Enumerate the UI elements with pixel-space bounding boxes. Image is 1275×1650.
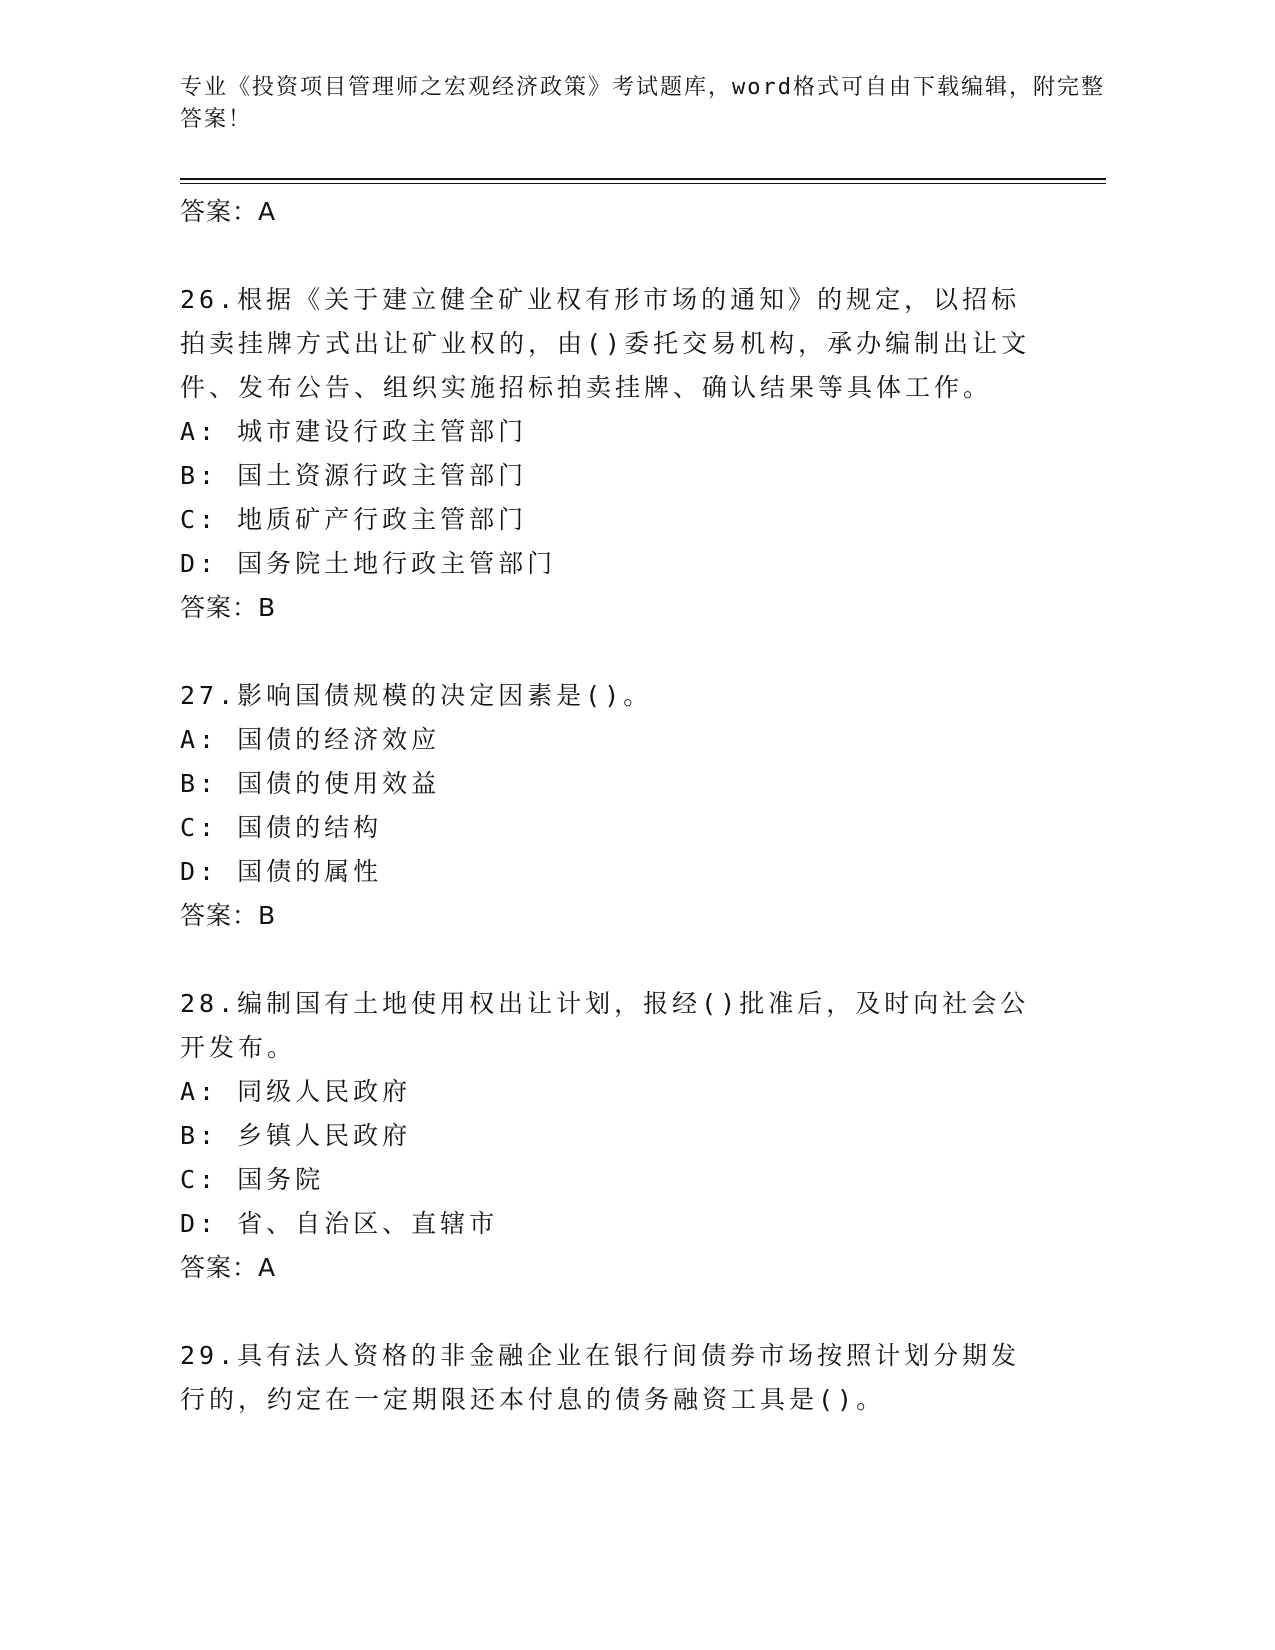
header-rule-thin [180, 183, 1106, 184]
option-c: C: 地质矿产行政主管部门 [180, 505, 528, 534]
question-29 [180, 1334, 1040, 1422]
spacer [180, 1290, 1040, 1334]
question-list [180, 190, 1040, 1422]
answer-previous: 答案：A [180, 197, 277, 226]
option-a: A: 国债的经济效应 [180, 725, 441, 754]
option-a: A: 同级人民政府 [180, 1077, 412, 1106]
option-d: D: 省、自治区、直辖市 [180, 1209, 499, 1238]
option-b: B: 乡镇人民政府 [180, 1121, 412, 1150]
answer-27: 答案：B [180, 901, 277, 930]
question-26 [180, 278, 1040, 630]
spacer [180, 938, 1040, 982]
question-stem: 28.编制国有土地使用权出让计划，报经()批准后，及时向社会公开发布。 [180, 989, 1030, 1062]
answer-26: 答案：B [180, 593, 277, 622]
option-b: B: 国债的使用效益 [180, 769, 441, 798]
option-d: D: 国债的属性 [180, 857, 383, 886]
question-stem: 27.影响国债规模的决定因素是()。 [180, 681, 653, 710]
answer-28: 答案：A [180, 1253, 277, 1282]
option-c: C: 国债的结构 [180, 813, 383, 842]
option-d: D: 国务院土地行政主管部门 [180, 549, 557, 578]
question-stem: 29.具有法人资格的非金融企业在银行间债券市场按照计划分期发行的，约定在一定期限还本付息的债务融资工具是()。 [180, 1341, 1021, 1414]
spacer [180, 630, 1040, 674]
option-b: B: 国土资源行政主管部门 [180, 461, 528, 490]
spacer [180, 234, 1040, 278]
question-28 [180, 982, 1040, 1290]
option-a: A: 城市建设行政主管部门 [180, 417, 528, 446]
document-header: 专业《投资项目管理师之宏观经济政策》考试题库，word格式可自由下载编辑，附完整答案！ [180, 75, 1105, 132]
question-stem: 26.根据《关于建立健全矿业权有形市场的通知》的规定，以招标拍卖挂牌方式出让矿业权的，由()委托交易机构，承办编制出让文件、发布公告、组织实施招标拍卖挂牌、确认结果等具体工作。 [180, 285, 1031, 402]
header-rule-thick [180, 178, 1106, 180]
option-c: C: 国务院 [180, 1165, 325, 1194]
question-27 [180, 674, 1040, 938]
